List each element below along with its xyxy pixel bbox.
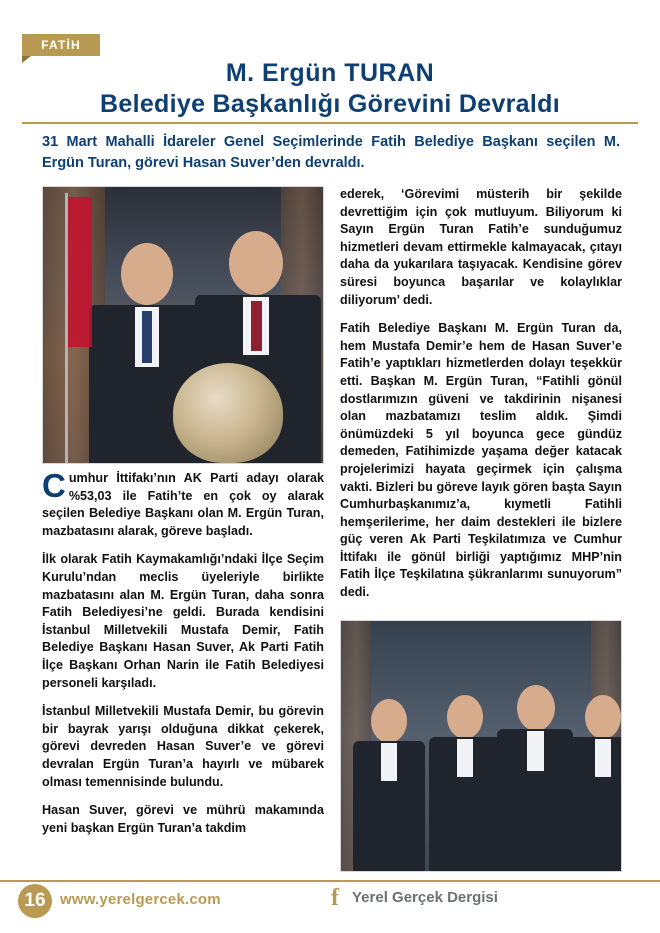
figure-tie-left — [142, 311, 152, 363]
figure-head-right — [229, 231, 283, 295]
footer-bottom-spacer — [0, 924, 660, 933]
paragraph-right-1: ederek, ‘Görevimi müsterih bir şekilde devrettiğim için çok mutluyum. Biliyorum ki Sayın Ergün Turan Fatih’e sunduğumuz hizmetleri devam ettirmekle kalmayacak, çıtayı daha da yukarılara taşıyacak. Kendisine görev süresi boyunca başarılar ve kolaylıklar diliyorum’ dedi. — [340, 187, 622, 307]
headline — [22, 58, 638, 120]
headline-line-1: M. Ergün TURAN — [225, 59, 435, 87]
figure-tie-right — [251, 301, 262, 351]
paragraph-left-2: İlk olarak Fatih Kaymakamlığı’ndaki İlçe Seçim Kurulu’ndan meclis üyeleriyle birlikte mazbatasını alan M. Ergün Turan, daha sonra Fatih Belediyesi’ne geldi. Burada kendisini İstanbul Milletvekili Mustafa Demir, Fatih Belediye Başkanı Hasan Suver, Ak Parti Fatih İlçe Başkanı Orhan Narin ile Fatih Belediyesi personeli karşıladı. — [42, 552, 324, 690]
footer-magazine-name: Yerel Gerçek Dergisi — [352, 889, 498, 906]
page-number: 16 — [18, 884, 52, 918]
figure2-head-2 — [447, 695, 483, 739]
section-tag — [22, 34, 100, 56]
figure2-shirt-2 — [457, 739, 473, 777]
figure2-shirt-3 — [527, 731, 544, 771]
section-tag-label: FATİH — [41, 38, 81, 52]
footer-divider — [0, 880, 660, 882]
photo-flag — [68, 197, 92, 347]
paragraph-left-3: İstanbul Milletvekili Mustafa Demir, bu görevin bir bayrak yarışı olduğuna dikkat çekerek, görevi devreden Hasan Suver’e ve görevi devralan Ergün Turan’a hayırlı ve mübarek olması temennisinde bulundu. — [42, 704, 324, 789]
facebook-icon[interactable]: f — [331, 885, 339, 911]
headline-line-2: Belediye Başkanlığı Görevini Devraldı — [100, 90, 560, 118]
article-column-right — [340, 186, 622, 613]
paragraph-right-2: Fatih Belediye Başkanı M. Ergün Turan da, hem Mustafa Demir’e hem de Hasan Suver’e Fatih’e yaptıkları hizmetlerden dolayı teşekkür etti. Başkan M. Ergün Turan, “Fatihli gönül dostlarımızın güveni ve takdirinin nişanesi olan mazbatamızı teslim aldık. Şimdi önümüzdeki 5 yıl boyunca gece gündüz demeden, Fatihimizde yaşama değer katacak projelerimizi hayata geçirmek için çalışma vakti. Bizleri bu göreve layık gören başta Sayın Cumhurbaşkanımız’a, kıymetli Fatihli hemşerilerime, her daim destekleri ile bizlere güç veren Ak Parti Teşkilatımıza ve Cumhur İttifakı ile gönül birliği yaptığımız MHP’nin Fatih İlçe Teşkilatına şükranlarımı sunuyorum” dedi. — [340, 321, 622, 600]
paragraph-dropcap — [42, 467, 324, 540]
footer-website-link[interactable]: www.yerelgercek.com — [60, 891, 221, 908]
drop-cap: C — [42, 467, 66, 504]
figure-head-left — [121, 243, 173, 305]
article-column-left — [42, 467, 324, 848]
figure2-head-1 — [371, 699, 407, 743]
photo-flower-bouquet — [173, 363, 283, 463]
paragraph-left-4: Hasan Suver, görevi ve mührü makamında yeni başkan Ergün Turan’a takdim — [42, 803, 324, 835]
photo-group-four-men — [340, 620, 622, 872]
standfirst: 31 Mart Mahalli İdareler Genel Seçimlerinde Fatih Belediye Başkanı seçilen M. Ergün Turan, görevi Hasan Suver’den devraldı. — [42, 134, 620, 171]
figure2-head-4 — [585, 695, 621, 739]
photo-handover-two-men — [42, 186, 324, 464]
figure2-shirt-1 — [381, 743, 397, 781]
figure2-shirt-4 — [595, 739, 611, 777]
figure2-head-3 — [517, 685, 555, 731]
headline-divider — [22, 122, 638, 124]
paragraph-dropcap-text: umhur İttifakı’nın AK Parti adayı olarak %53,03 ile Fatih’te en çok oy alarak seçilen Belediye Başkanı olan M. Ergün Turan, mazbatasını alarak, göreve başladı. — [42, 471, 324, 538]
